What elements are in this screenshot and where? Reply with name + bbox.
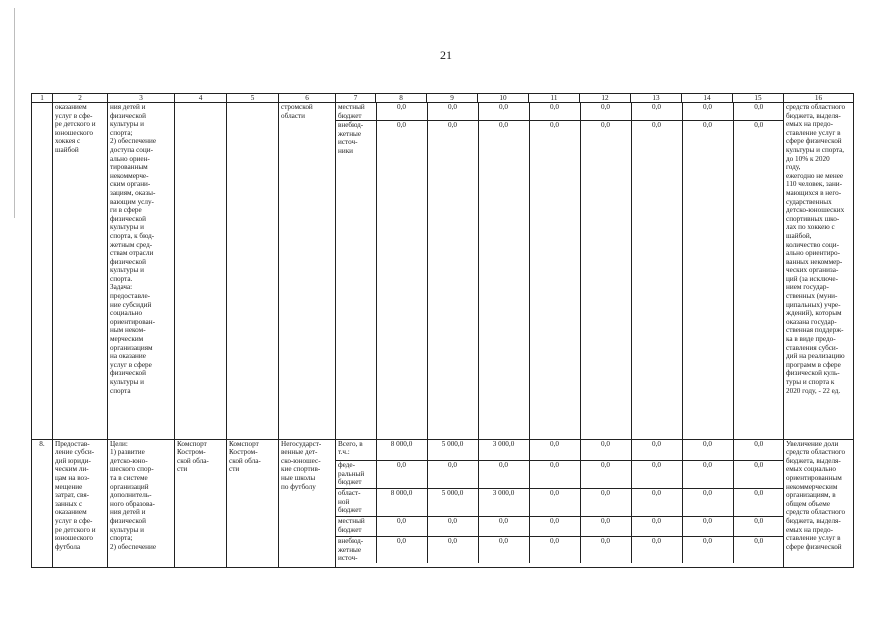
- funding-value: 0,0: [580, 517, 631, 537]
- program-table: [31, 93, 854, 568]
- funding-value: 0,0: [733, 517, 784, 537]
- funding-value: 0,0: [631, 517, 682, 537]
- funding-value: 0,0: [580, 103, 631, 121]
- funding-source: феде- ральный бюджет: [336, 461, 376, 489]
- participants-cell: Негосударст- венные дет- ско-юношес- кие спортив- ные школы по футболу: [279, 439, 336, 567]
- funding-source: внебюд- жетные источ-: [336, 537, 376, 563]
- funding-value: 5 000,0: [427, 440, 478, 461]
- funding-value: 0,0: [580, 461, 631, 489]
- column-number: 15: [733, 94, 784, 103]
- column-number: 5: [227, 94, 279, 103]
- funding-value: 0,0: [376, 121, 427, 439]
- column-number: 9: [427, 94, 478, 103]
- funding-row: [336, 440, 784, 461]
- funding-value: 0,0: [529, 489, 580, 517]
- funding-value: 0,0: [580, 537, 631, 563]
- funding-value: 0,0: [631, 489, 682, 517]
- funding-value: 0,0: [529, 121, 580, 439]
- funding-value: 0,0: [478, 103, 529, 121]
- column-number: 14: [682, 94, 733, 103]
- funding-value: 0,0: [478, 537, 529, 563]
- participants-cell: стромской области: [279, 103, 336, 440]
- funding-block: [336, 103, 784, 440]
- column-number: 13: [631, 94, 682, 103]
- funding-value: 0,0: [682, 461, 733, 489]
- funding-value: 0,0: [631, 121, 682, 439]
- funding-value: 0,0: [427, 537, 478, 563]
- funding-row: [336, 537, 784, 563]
- funding-value: 0,0: [529, 440, 580, 461]
- funding-value: 0,0: [427, 103, 478, 121]
- funding-value: 0,0: [376, 537, 427, 563]
- funding-value: 0,0: [580, 121, 631, 439]
- funding-value: 0,0: [733, 461, 784, 489]
- column-number: 6: [279, 94, 336, 103]
- funding-value: 0,0: [631, 461, 682, 489]
- funding-value: 8 000,0: [376, 440, 427, 461]
- funding-source: внебюд- жетные источ- ники: [336, 121, 376, 439]
- funding-value: 0,0: [631, 440, 682, 461]
- funding-value: 0,0: [376, 517, 427, 537]
- funding-value: 0,0: [754, 537, 764, 546]
- funding-value: 0,0: [682, 103, 733, 121]
- column-number: 2: [53, 94, 108, 103]
- funding-value: 3 000,0: [478, 440, 529, 461]
- result-cell: Увеличение доли средств областного бюджета, выделя- емых социально ориентированным некоммерческим организациям, в общем объеме средств областного бюджета, выделя- емых на предо- ставление услуг в сфере физической: [784, 439, 854, 567]
- column-number: 3: [108, 94, 175, 103]
- funding-row: [336, 461, 784, 489]
- funding-source: местный бюджет: [336, 517, 376, 537]
- funding-value: 0,0: [478, 517, 529, 537]
- funding-value: 0,0: [733, 440, 784, 461]
- funding-value: 0,0: [682, 121, 733, 439]
- responsible-cell: Комспорт Костром- ской обла- сти: [175, 439, 227, 567]
- table-row-hockey: [32, 103, 854, 440]
- funding-value: 0,0: [427, 517, 478, 537]
- funding-row: [336, 517, 784, 537]
- funding-value: 8 000,0: [376, 489, 427, 517]
- column-number: 10: [478, 94, 529, 103]
- column-number: 11: [529, 94, 580, 103]
- row-number: [32, 103, 53, 440]
- funding-value: 0,0: [682, 489, 733, 517]
- column-number: 1: [32, 94, 53, 103]
- funding-value: 0,0: [376, 103, 427, 121]
- column-number: 8: [376, 94, 427, 103]
- funding-value: 5 000,0: [427, 489, 478, 517]
- funding-value: 0,0: [478, 121, 529, 439]
- page-number: 21: [440, 48, 452, 62]
- executor-cell: Комспорт Костром- ской обла- сти: [227, 439, 279, 567]
- funding-value: 0,0: [580, 489, 631, 517]
- goals-cell: Цели: 1) развитие детско-юно- шеского спор- та в системе организаций дополнитель- ного образова- ния детей и физической культуры и спорта; 2) обеспечение: [108, 439, 175, 567]
- margin-rule: [14, 8, 15, 218]
- funding-source: Всего, в т.ч.:: [336, 440, 376, 461]
- funding-value: 0,0: [682, 537, 733, 563]
- funding-value: 0,0: [427, 461, 478, 489]
- funding-value: 0,0: [682, 440, 733, 461]
- funding-value: 0,0: [754, 121, 764, 130]
- funding-value: 0,0: [682, 517, 733, 537]
- funding-row: [336, 103, 784, 121]
- funding-value: 0,0: [631, 103, 682, 121]
- column-number: 7: [336, 94, 376, 103]
- funding-source: област- ной бюджет: [336, 489, 376, 517]
- funding-block: [336, 439, 784, 567]
- funding-value: 0,0: [529, 461, 580, 489]
- funding-value: 0,0: [529, 103, 580, 121]
- funding-value: 0,0: [631, 537, 682, 563]
- funding-row: [336, 121, 784, 439]
- funding-value: 0,0: [478, 461, 529, 489]
- funding-value: 0,0: [580, 440, 631, 461]
- column-number: 12: [580, 94, 631, 103]
- goals-cell: ния детей и физической культуры и спорта; 2) обеспечение доступа соци- ально ориен- тированным некоммерче- ским органи- зациям, оказы- вающим услу- ги в сфере физической культуры и спорта, к бюд- жетным сред- ствам отрасли физической культуры и спорта. Задача: предоставле- ние субсидий социально ориентирован- ным неком- мерческим организациям на оказание услуг в сфере физической культуры и спорта: [108, 103, 175, 440]
- column-number: 16: [784, 94, 854, 103]
- funding-value: 0,0: [733, 489, 784, 517]
- event-name-cell: оказанием услуг в сфе- ре детского и юношеского хоккея с шайбой: [53, 103, 108, 440]
- result-cell: средств областного бюджета, выделя- емых на предо- ставление услуг в сфере физической культуры и спорта, до 10% к 2020 году, ежегодно не менее 110 человек, зани- мающихся в него- сударственных детско-юношеских спортивных шко- лах по хоккею с шайбой, количество соци- ально ориентиро- ванных некоммер- ческих организа- ций (за исключе- нием государ- ственных (муни- ципальных) учре- ждений), которым оказана государ- ственная поддерж- ка в виде предо- ставления субси- дий на реализацию программ в сфере физической куль- туры и спорта к 2020 году, - 22 ед.: [784, 103, 854, 440]
- funding-value: 0,0: [376, 461, 427, 489]
- funding-source: местный бюджет: [336, 103, 376, 121]
- funding-value: 0,0: [733, 103, 784, 121]
- funding-value: 0,0: [427, 121, 478, 439]
- column-number-row: [32, 94, 854, 103]
- responsible-cell: [175, 103, 227, 440]
- funding-row: [336, 489, 784, 517]
- executor-cell: [227, 103, 279, 440]
- column-number: 4: [175, 94, 227, 103]
- funding-value: 0,0: [529, 537, 580, 563]
- row-number: 8.: [32, 439, 53, 567]
- table-row-football: [32, 439, 854, 567]
- funding-value: 3 000,0: [478, 489, 529, 517]
- event-name-cell: Предостав- ление субси- дий юриди- ческим ли- цам на воз- мещение затрат, свя- занных с оказанием услуг в сфе- ре детского и юношеского футбола: [53, 439, 108, 567]
- funding-value: 0,0: [529, 517, 580, 537]
